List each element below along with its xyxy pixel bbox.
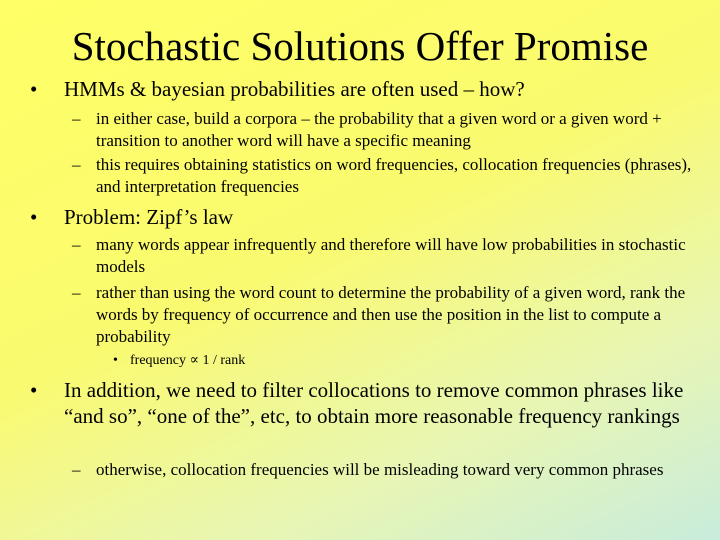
bullet-marker: •	[113, 353, 118, 368]
sub-bullet-text: in either case, build a corpora – the probability that a given word or a given word + transition to another word will have a specific meaning	[96, 109, 662, 150]
sub-bullet-misleading	[72, 459, 697, 481]
bullet-problem	[30, 204, 695, 230]
bullet-marker: •	[30, 77, 38, 101]
bullet-text: HMMs & bayesian probabilities are often used – how?	[64, 77, 525, 101]
sub-bullet-rank-words	[72, 282, 697, 348]
sub-bullet-corpora	[72, 108, 697, 152]
bullet-text: In addition, we need to filter collocations to remove common phrases like “and so”, “one of the”, etc, to obtain more reasonable frequency rankings	[64, 378, 684, 428]
dash-marker: –	[72, 155, 81, 174]
sub-bullet-text: many words appear infrequently and therefore will have low probabilities in stochastic models	[96, 235, 686, 276]
dash-marker: –	[72, 283, 81, 302]
sub-bullet-text: otherwise, collocation frequencies will be misleading toward very common phrases	[96, 460, 664, 479]
bullet-hmms	[30, 76, 695, 102]
sub-sub-bullet-frequency-formula	[113, 351, 673, 371]
bullet-collocations	[30, 377, 695, 429]
formula-text: frequency ∝ 1 / rank	[130, 353, 246, 368]
dash-marker: –	[72, 460, 81, 479]
dash-marker: –	[72, 109, 81, 128]
sub-bullet-text: rather than using the word count to determine the probability of a given word, rank the words by frequency of occurrence and then use the position in the list to compute a probability	[96, 283, 686, 346]
sub-bullet-infrequent-words	[72, 234, 697, 278]
bullet-marker: •	[30, 378, 38, 402]
bullet-text: Problem: Zipf’s law	[64, 205, 234, 229]
dash-marker: –	[72, 235, 81, 254]
sub-bullet-statistics	[72, 154, 697, 198]
sub-bullet-text: this requires obtaining statistics on word frequencies, collocation frequencies (phrases), and interpretation frequencies	[96, 155, 692, 196]
slide-title: Stochastic Solutions Offer Promise	[71, 23, 649, 69]
bullet-marker: •	[30, 205, 38, 229]
